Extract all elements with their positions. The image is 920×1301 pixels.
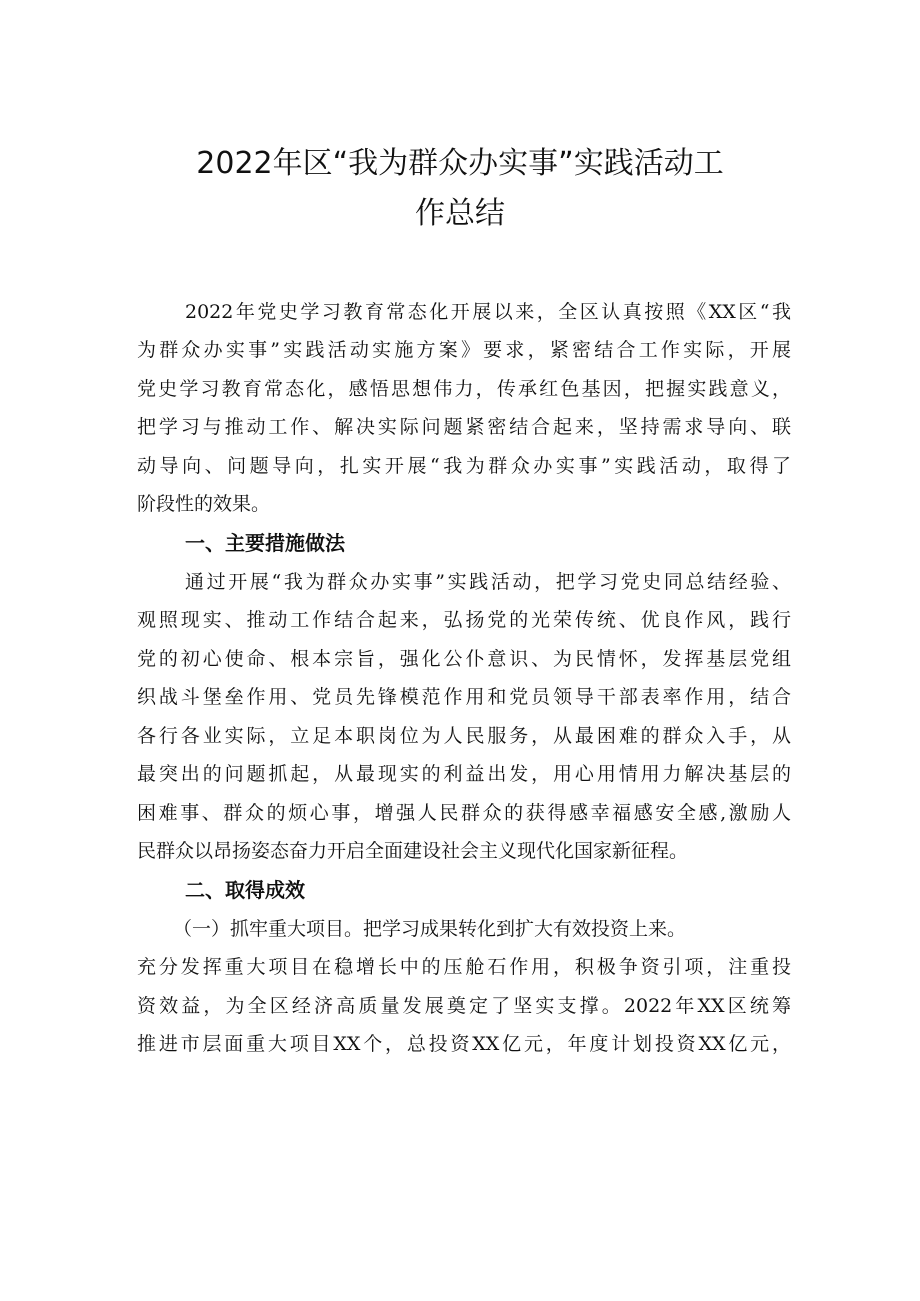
section-1-line: 织战斗堡垒作用、党员先锋模范作用和党员领导干部表率作用，结合: [137, 686, 791, 708]
section-1-line: 各行各业实际，立足本职岗位为人民服务，从最困难的群众入手，从: [137, 725, 791, 747]
section-2-line: 推进市层面重大项目XX个，总投资XX亿元，年度计划投资XX亿元，: [137, 1033, 791, 1055]
section-1-line: 困难事、群众的烦心事，增强人民群众的获得感幸福感安全感,激励人: [137, 802, 791, 824]
section-2-line: 资效益，为全区经济高质量发展奠定了坚实支撑。2022年XX区统筹: [137, 995, 791, 1017]
section-1-line: 最突出的问题抓起，从最现实的利益出发，用心用情用力解决基层的: [137, 763, 791, 785]
intro-line: 阶段性的效果。: [137, 493, 271, 515]
intro-line: 把学习与推动工作、解决实际问题紧密结合起来，坚持需求导向、联: [137, 416, 791, 438]
section-1-heading: 一、主要措施做法: [185, 531, 345, 555]
intro-line: 动导向、问题导向，扎实开展“我为群众办实事”实践活动，取得了: [137, 455, 791, 477]
section-2-heading: 二、取得成效: [185, 878, 305, 902]
intro-line: 为群众办实事”实践活动实施方案》要求，紧密结合工作实际，开展: [137, 339, 791, 361]
section-1-line: 党的初心使命、根本宗旨，强化公仆意识、为民情怀，发挥基层党组: [137, 648, 791, 670]
section-1-line: 民群众以昂扬姿态奋力开启全面建设社会主义现代化国家新征程。: [137, 840, 689, 862]
section-1-line: 观照现实、推动工作结合起来，弘扬党的光荣传统、优良作风，践行: [137, 609, 791, 631]
section-2-line: （一）抓牢重大项目。把学习成果转化到扩大有效投资上来。: [173, 918, 687, 940]
intro-line: 党史学习教育常态化，感悟思想伟力，传承红色基因，把握实践意义，: [137, 378, 791, 400]
intro-line: 2022年党史学习教育常态化开展以来，全区认真按照《XX区“我: [185, 301, 791, 323]
document-title-line-2: 作总结: [415, 196, 505, 231]
section-2-line: 充分发挥重大项目在稳增长中的压舱石作用，积极争资引项，注重投: [137, 956, 791, 978]
document-title-line-1: 2022年区“我为群众办实事”实践活动工: [196, 146, 724, 181]
section-1-line: 通过开展“我为群众办实事”实践活动，把学习党史同总结经验、: [185, 571, 791, 593]
